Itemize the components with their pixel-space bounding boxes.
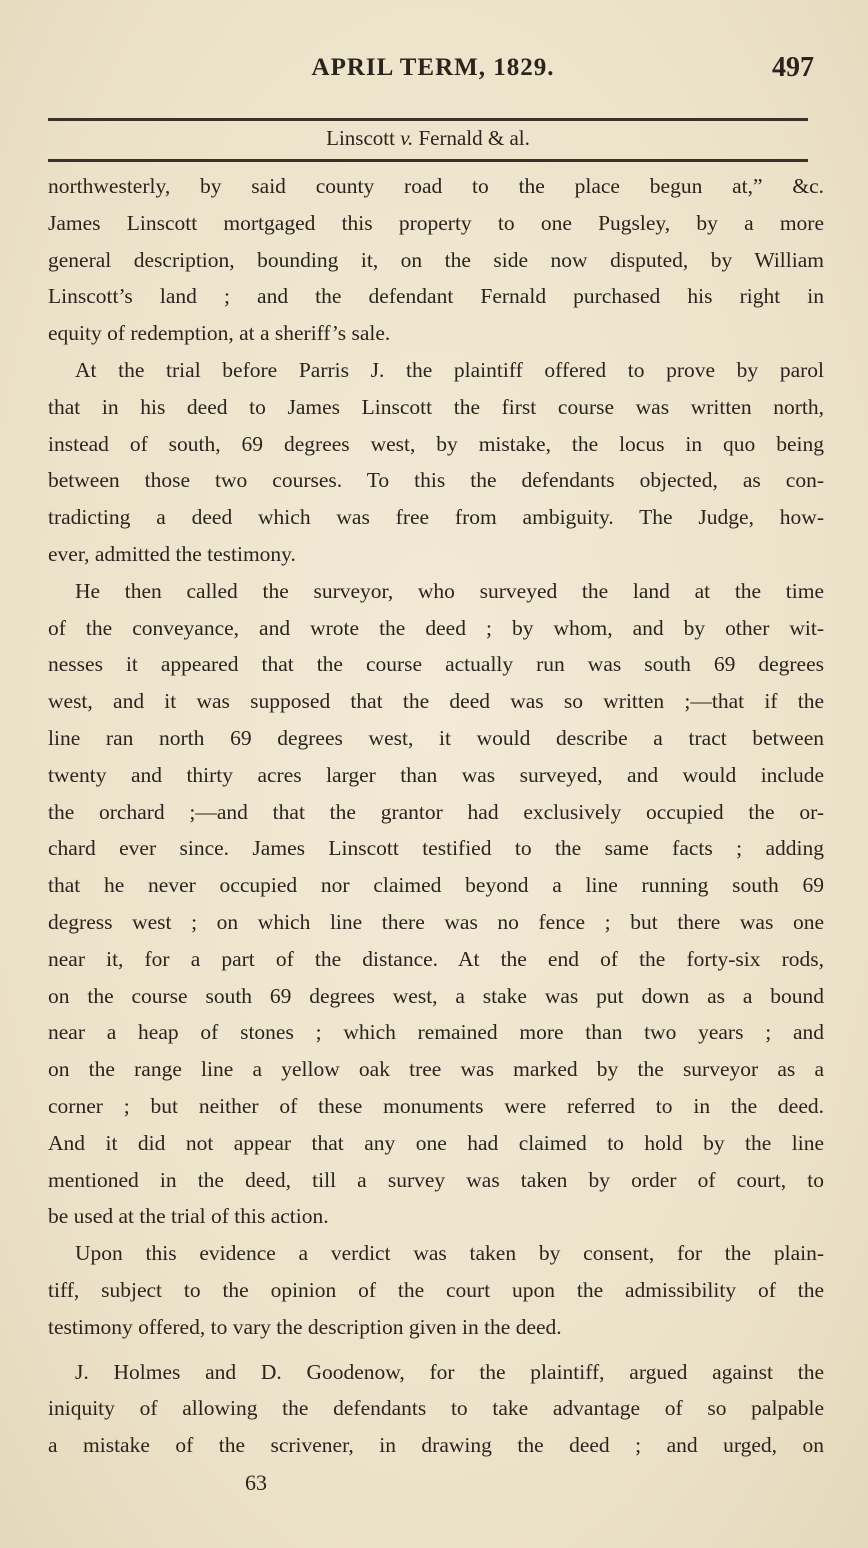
case-defendant: Fernald & al. (418, 126, 530, 150)
text-line: ever, admitted the testimony. (48, 541, 296, 566)
paragraph-1 (48, 168, 824, 352)
text-line: corner ; but neither of these monuments were referred to in the deed. (48, 1093, 824, 1118)
text-line: northwesterly, by said county road to the place begun at,” &c. (48, 174, 824, 198)
text-line: nesses it appeared that the course actually run was south 69 degrees (48, 652, 824, 677)
text-line: west, and it was supposed that the deed was so written ;—that if the (48, 689, 824, 714)
case-plaintiff: Linscott (326, 126, 395, 150)
text-line: J. Holmes and D. Goodenow, for the plaintiff, argued against the (75, 1359, 824, 1384)
text-line: general description, bounding it, on the side now disputed, by William (48, 247, 824, 272)
text-line: be used at the trial of this action. (48, 1204, 329, 1229)
text-line: that in his deed to James Linscott the first course was written north, (48, 394, 824, 419)
text-line: Upon this evidence a verdict was taken by consent, for the plain- (75, 1241, 824, 1266)
text-line: degress west ; on which line there was no fence ; but there was one (48, 909, 824, 934)
text-line: James Linscott mortgaged this property to one Pugsley, by a more (48, 210, 824, 235)
text-line: chard ever since. James Linscott testified to the same facts ; adding (48, 836, 824, 861)
page-header (48, 50, 818, 90)
text-line: line ran north 69 degrees west, it would describe a tract between (48, 725, 824, 750)
header-rule-top (48, 118, 808, 121)
text-line: testimony offered, to vary the description given in the deed. (48, 1314, 562, 1339)
text-line: near a heap of stones ; which remained more than two years ; and (48, 1020, 824, 1045)
paragraph-2 (48, 352, 824, 573)
text-line: tradicting a deed which was free from ambiguity. The Judge, how- (48, 505, 824, 530)
text-line: the orchard ;—and that the grantor had exclusively occupied the or- (48, 799, 824, 824)
text-line: He then called the surveyor, who surveyed the land at the time (75, 578, 824, 603)
text-line: near it, for a part of the distance. At the end of the forty-six rods, (48, 946, 824, 971)
text-line: of the conveyance, and wrote the deed ; by whom, and by other wit- (48, 615, 824, 640)
paragraph-5 (48, 1354, 824, 1464)
text-line: At the trial before Parris J. the plaintiff offered to prove by parol (75, 357, 824, 382)
text-line: between those two courses. To this the defendants objected, as con- (48, 468, 824, 493)
text-line: equity of redemption, at a sheriff’s sale. (48, 321, 391, 346)
text-line: on the course south 69 degrees west, a stake was put down as a bound (48, 983, 824, 1008)
text-line: Linscott’s land ; and the defendant Fernald purchased his right in (48, 284, 824, 309)
paragraph-3 (48, 573, 824, 1235)
text-line: on the range line a yellow oak tree was marked by the surveyor as a (48, 1057, 824, 1082)
page-number: 497 (772, 52, 814, 83)
text-line: a mistake of the scrivener, in drawing the deed ; and urged, on (48, 1433, 824, 1458)
text-line: that he never occupied nor claimed beyond a line running south 69 (48, 873, 824, 898)
text-line: instead of south, 69 degrees west, by mistake, the locus in quo being (48, 431, 824, 456)
signature-mark: 63 (245, 1470, 267, 1495)
text-line: And it did not appear that any one had claimed to hold by the line (48, 1130, 824, 1155)
case-versus: v. (400, 126, 414, 150)
text-line: twenty and thirty acres larger than was surveyed, and would include (48, 762, 824, 787)
case-title (48, 126, 808, 151)
body-text (48, 168, 824, 1464)
paragraph-4 (48, 1235, 824, 1345)
header-rule-bottom (48, 159, 808, 162)
text-line: mentioned in the deed, till a survey was taken by order of court, to (48, 1167, 824, 1192)
text-line: tiff, subject to the opinion of the court upon the admissibility of the (48, 1277, 824, 1302)
text-line: iniquity of allowing the defendants to take advantage of so palpable (48, 1396, 824, 1421)
running-title: APRIL TERM, 1829. (311, 54, 555, 81)
